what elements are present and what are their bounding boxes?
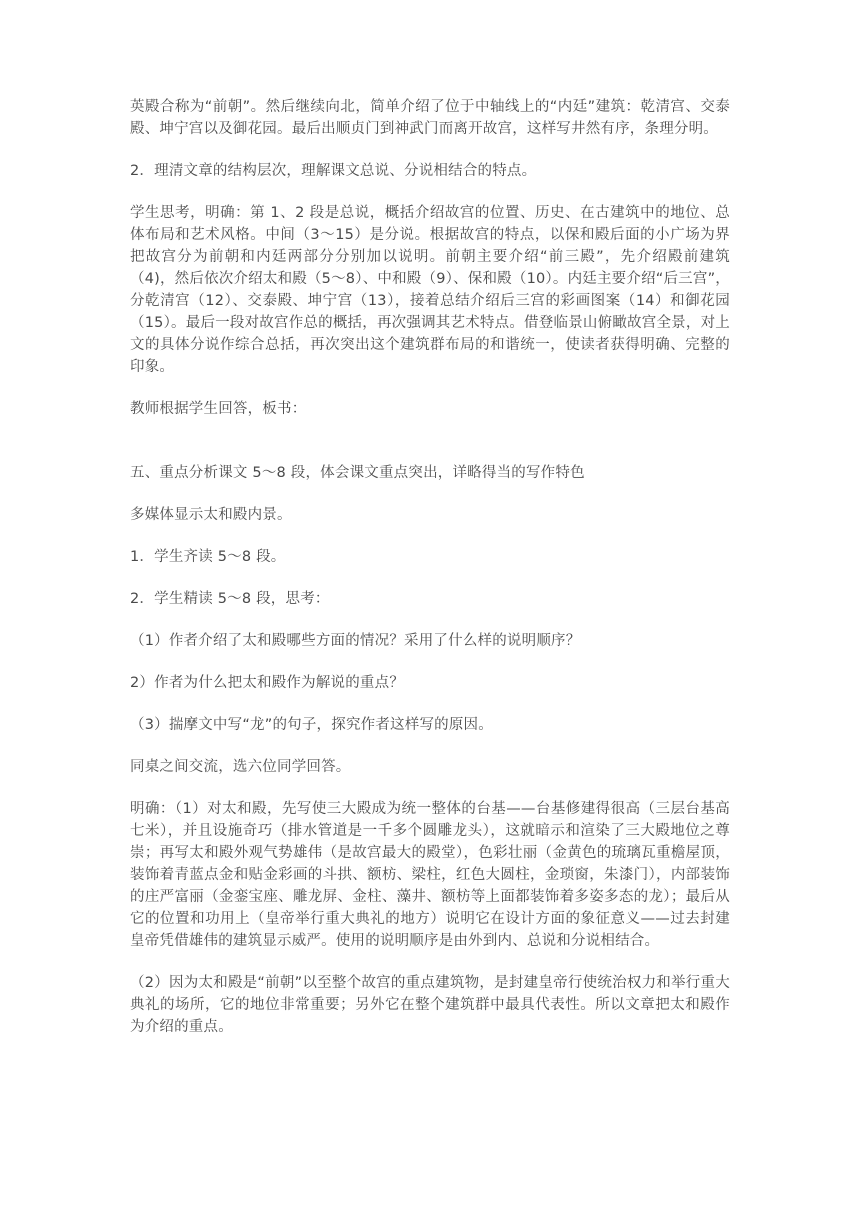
answer-2: （2）因为太和殿是“前朝”以至整个故宫的重点建筑物，是封建皇帝行使统治权力和举行重大典礼的场所，它的地位非常重要；另外它在整个建筑群中最具代表性。所以文章把太和殿作为介绍的重点。 xyxy=(130,975,730,1035)
paragraph-read-aloud: 1．学生齐读 5～8 段。 xyxy=(130,549,286,565)
question-3: （3）揣摩文中写“龙”的句子，探究作者这样写的原因。 xyxy=(130,717,493,733)
blank-space xyxy=(130,440,730,462)
paragraph-teacher-board: 教师根据学生回答，板书： xyxy=(130,401,307,417)
paragraph-multimedia: 多媒体显示太和殿内景。 xyxy=(130,507,292,523)
question-1: （1）作者介绍了太和殿哪些方面的情况？采用了什么样的说明顺序？ xyxy=(130,633,581,649)
section-heading-five: 五、重点分析课文 5～8 段，体会课文重点突出，详略得当的写作特色 xyxy=(130,465,585,481)
paragraph-discussion: 同桌之间交流，选六位同学回答。 xyxy=(130,759,351,775)
paragraph-task-2: 2．理清文章的结构层次，理解课文总说、分说相结合的特点。 xyxy=(130,163,537,179)
question-2: 2）作者为什么把太和殿作为解说的重点？ xyxy=(130,675,405,691)
paragraph-close-reading: 2．学生精读 5～8 段，思考： xyxy=(130,591,330,607)
answer-1: 明确：（1）对太和殿，先写使三大殿成为统一整体的台基——台基修建得很高（三层台基高七米），并且设施奇巧（排水管道是一千多个圆雕龙头），这就暗示和渲染了三大殿地位之尊崇；再写太和殿外观气势雄伟（是故宫最大的殿堂），色彩壮丽（金黄色的琉璃瓦重檐屋顶，装饰着青蓝点金和贴金彩画的斗拱、额枋、梁柱，红色大圆柱，金琐窗，朱漆门），内部装饰的庄严富丽（金銮宝座、雕龙屏、金柱、藻井、额枋等上面都装饰着多姿多态的龙）；最后从它的位置和功用上（皇帝举行重大典礼的地方）说明它在设计方面的象征意义——过去封建皇帝凭借雄伟的建筑显示威严。使用的说明顺序是由外到内、总说和分说相结合。 xyxy=(130,801,730,949)
paragraph-structure-summary: 英殿合称为“前朝”。然后继续向北，简单介绍了位于中轴线上的“内廷”建筑：乾清宫、交泰殿、坤宁宫以及御花园。最后出顺贞门到神武门而离开故宫，这样写井然有序，条理分明。 xyxy=(130,99,730,137)
paragraph-student-answer: 学生思考，明确：第 1、2 段是总说，概括介绍故宫的位置、历史、在古建筑中的地位、总体布局和艺术风格。中间（3～15）是分说。根据故宫的特点，以保和殿后面的小广场为界把故宫分为前朝和内廷两部分分别加以说明。前朝主要介绍“前三殿”，先介绍殿前建筑（4)，然后依次介绍太和殿（5～8）、中和殿（9）、保和殿（10）。内廷主要介绍“后三宫”，分乾清宫（12）、交泰殿、坤宁宫（13），接着总结介绍后三宫的彩画图案（14）和御花园（15）。最后一段对故宫作总的概括，再次强调其艺术特点。借登临景山俯瞰故宫全景，对上文的具体分说作综合总括，再次突出这个建筑群布局的和谐统一，使读者获得明确、完整的印象。 xyxy=(130,205,730,375)
document-body xyxy=(130,96,730,1058)
